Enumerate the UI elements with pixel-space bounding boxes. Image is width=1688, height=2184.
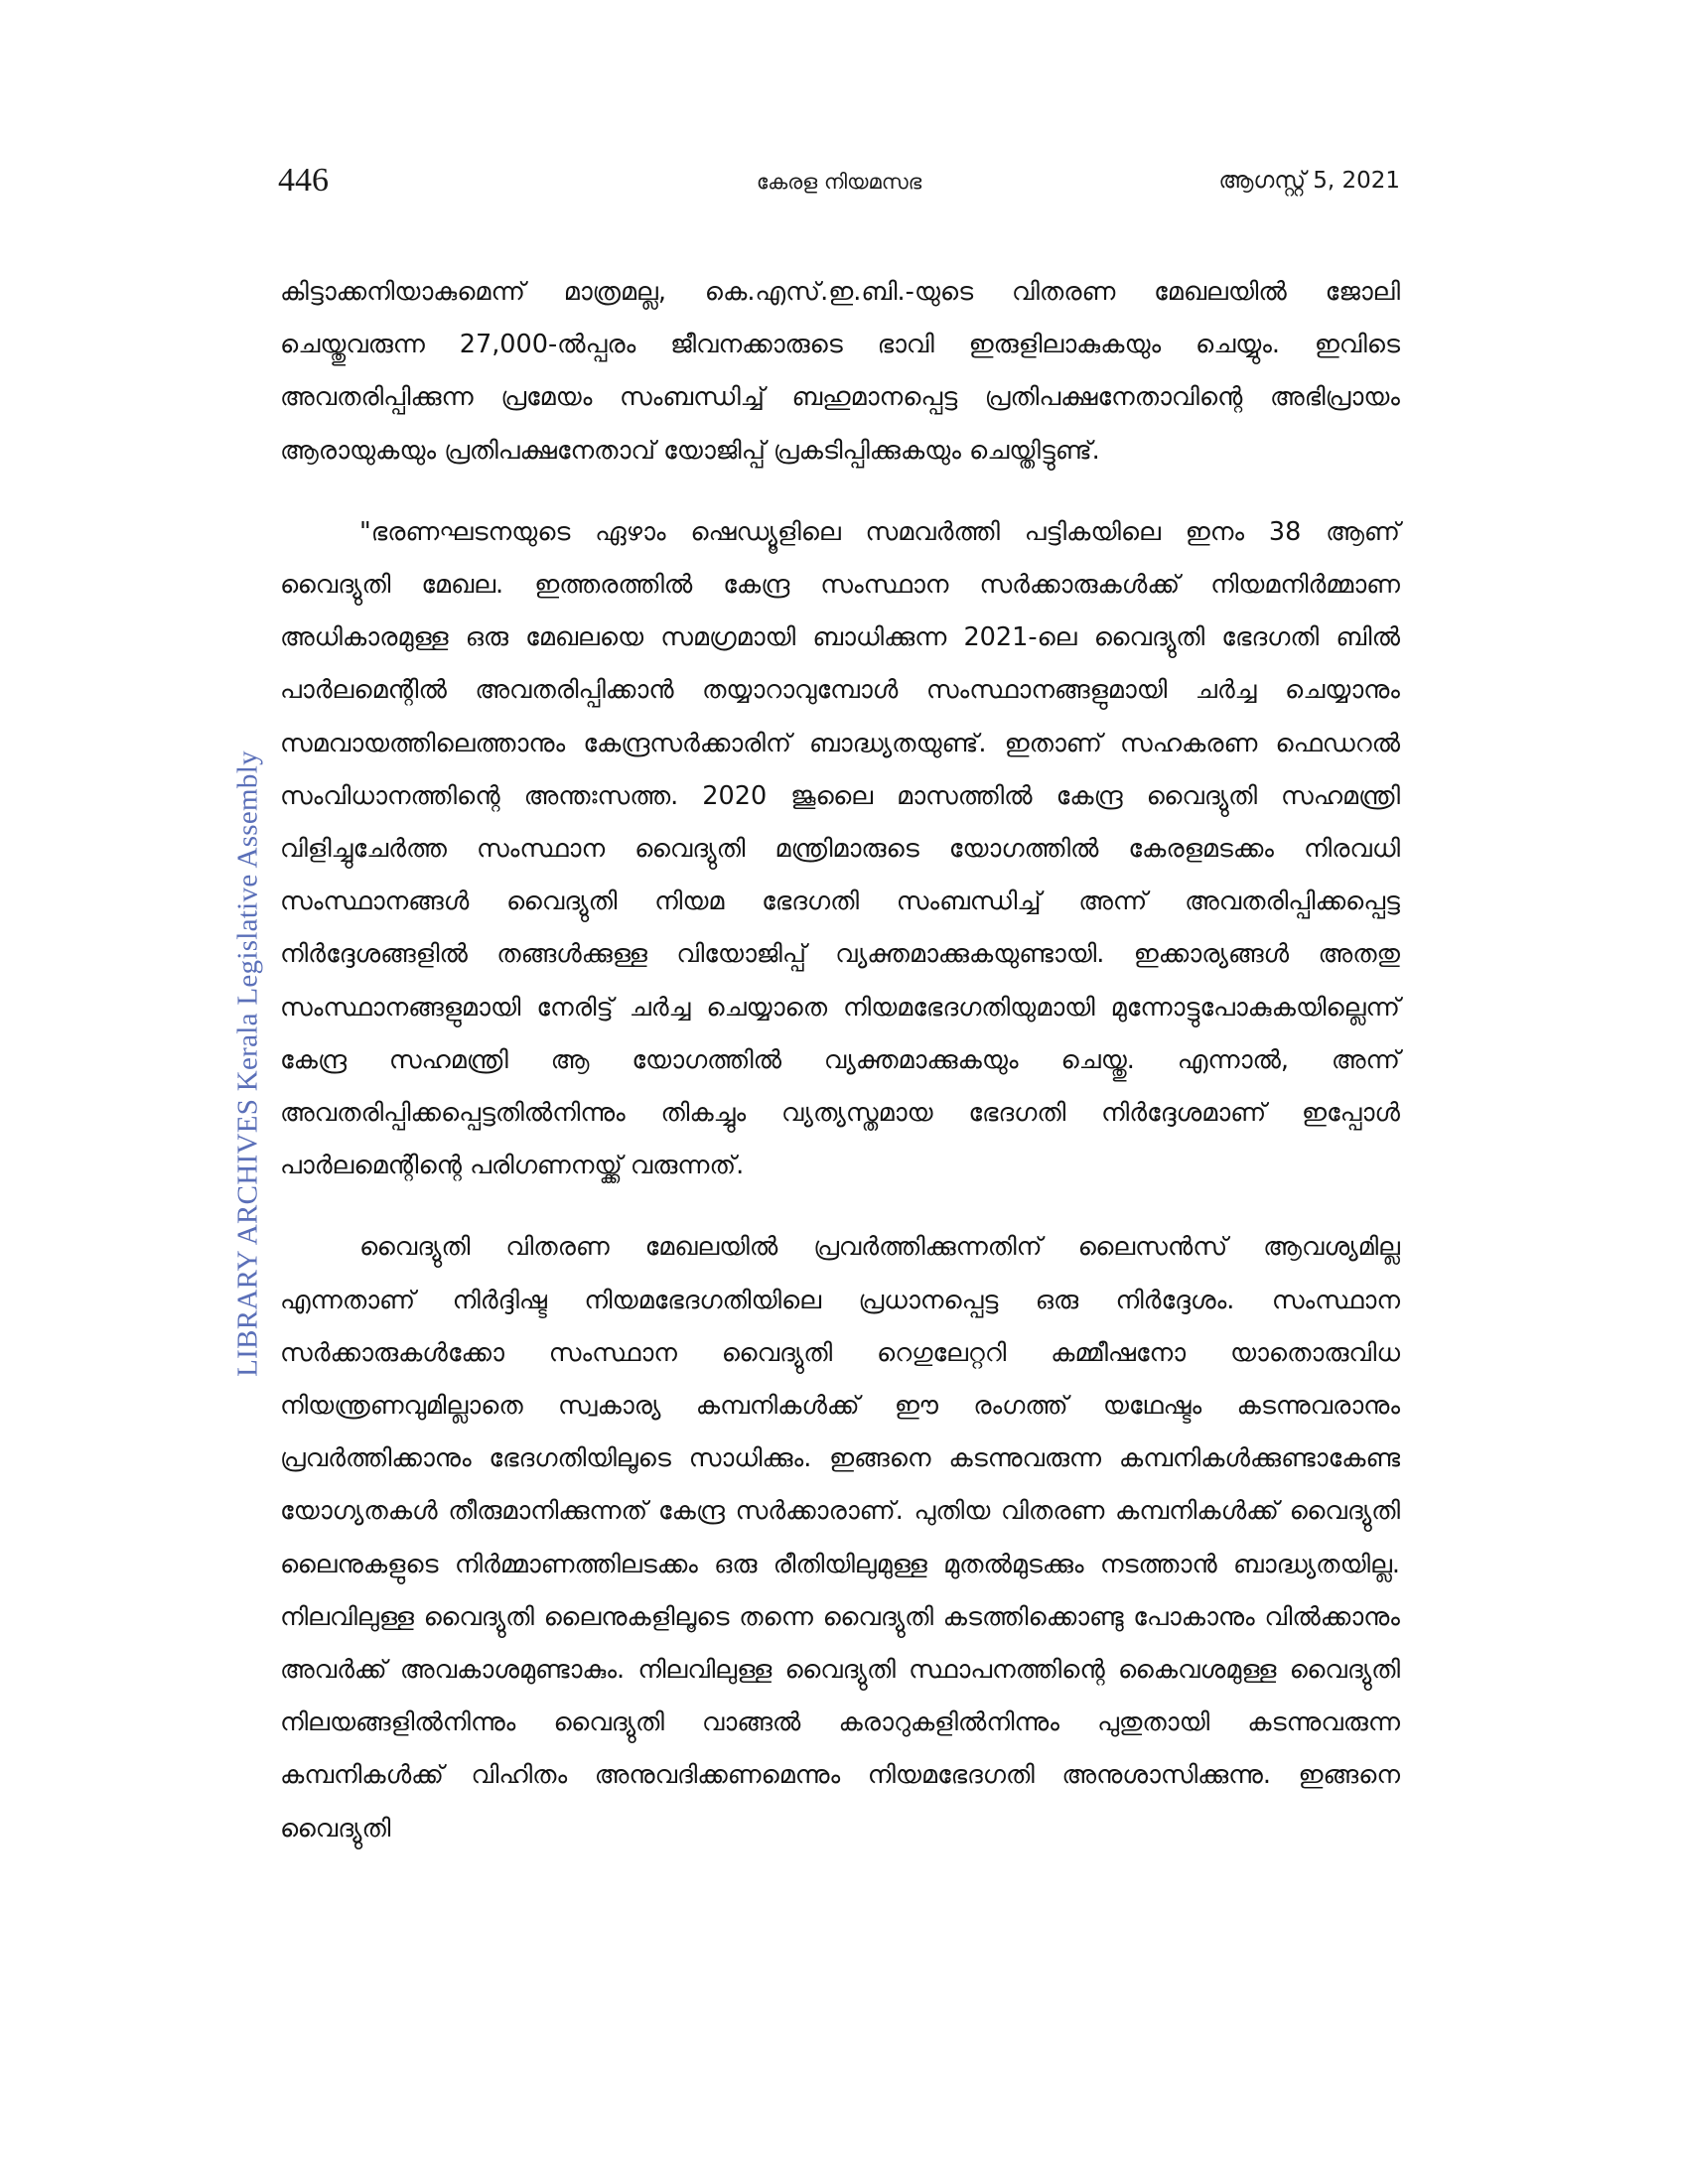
archive-watermark: LIBRARY ARCHIVES Kerala Legislative Assembly xyxy=(231,751,264,1377)
header-date: ആഗസ്റ്റ് 5, 2021 xyxy=(1218,168,1400,194)
page-number: 446 xyxy=(278,162,329,199)
page-header xyxy=(278,162,1400,211)
paragraph-2-quote: "ഭരണഘടനയുടെ ഏഴാം ഷെഡ്യൂളിലെ സമവർത്തി പട്ടികയിലെ ഇനം 38 ആണ് വൈദ്യുതി മേഖല. ഇത്തരത്തിൽ കേന്ദ്ര സംസ്ഥാന സർക്കാരുകൾക്ക് നിയമനിർമ്മാണ അധികാരമുള്ള ഒരു മേഖലയെ സമഗ്രമായി ബാധിക്കുന്ന 2021-ലെ വൈദ്യുതി ഭേദഗതി ബിൽ പാർലമെന്റിൽ അവതരിപ്പിക്കാൻ തയ്യാറാവുമ്പോൾ സംസ്ഥാനങ്ങളുമായി ചർച്ച ചെയ്യാനും സമവായത്തിലെത്താനും കേന്ദ്രസർക്കാരിന് ബാദ്ധ്യതയുണ്ട്. ഇതാണ് സഹകരണ ഫെഡറൽ സംവിധാനത്തിന്റെ അന്തഃസത്ത. 2020 ജൂലൈ മാസത്തിൽ കേന്ദ്ര വൈദ്യുതി സഹമന്ത്രി വിളിച്ചുചേർത്ത സംസ്ഥാന വൈദ്യുതി മന്ത്രിമാരുടെ യോഗത്തിൽ കേരളമടക്കം നിരവധി സംസ്ഥാനങ്ങൾ വൈദ്യുതി നിയമ ഭേദഗതി സംബന്ധിച്ച് അന്ന് അവതരിപ്പിക്കപ്പെട്ട നിർദ്ദേശങ്ങളിൽ തങ്ങൾക്കുള്ള വിയോജിപ്പ് വ്യക്തമാക്കുകയുണ്ടായി. ഇക്കാര്യങ്ങൾ അതതു സംസ്ഥാനങ്ങളുമായി നേരിട്ട് ചർച്ച ചെയ്യാതെ നിയമഭേദഗതിയുമായി മുന്നോട്ടുപോകുകയില്ലെന്ന് കേന്ദ്ര സഹമന്ത്രി ആ യോഗത്തിൽ വ്യക്തമാക്കുകയും ചെയ്തു. എന്നാൽ, അന്ന് അവതരിപ്പിക്കപ്പെട്ടതിൽനിന്നും തികച്ചും വ്യത്യസ്തമായ ഭേദഗതി നിർദ്ദേശമാണ് ഇപ്പോൾ പാർലമെന്റിന്റെ പരിഗണനയ്ക്ക് വരുന്നത്. xyxy=(280,516,1400,1181)
paragraph-3: വൈദ്യുതി വിതരണ മേഖലയിൽ പ്രവർത്തിക്കുന്നതിന് ലൈസൻസ് ആവശ്യമില്ല എന്നതാണ് നിർദ്ദിഷ്ട നിയമഭേദഗതിയിലെ പ്രധാനപ്പെട്ട ഒരു നിർദ്ദേശം. സംസ്ഥാന സർക്കാരുകൾക്കോ സംസ്ഥാന വൈദ്യുതി റെഗുലേറ്ററി കമ്മീഷനോ യാതൊരുവിധ നിയന്ത്രണവുമില്ലാതെ സ്വകാര്യ കമ്പനികൾക്ക് ഈ രംഗത്ത് യഥേഷ്ടം കടന്നുവരാനും പ്രവർത്തിക്കാനും ഭേദഗതിയിലൂടെ സാധിക്കും. ഇങ്ങനെ കടന്നുവരുന്ന കമ്പനികൾക്കുണ്ടാകേണ്ട യോഗ്യതകൾ തീരുമാനിക്കുന്നത് കേന്ദ്ര സർക്കാരാണ്. പുതിയ വിതരണ കമ്പനികൾക്ക് വൈദ്യുതി ലൈനുകളുടെ നിർമ്മാണത്തിലടക്കം ഒരു രീതിയിലുമുള്ള മുതൽമുടക്കും നടത്താൻ ബാദ്ധ്യതയില്ല. നിലവിലുള്ള വൈദ്യുതി ലൈനുകളിലൂടെ തന്നെ വൈദ്യുതി കടത്തിക്കൊണ്ടു പോകാനും വിൽക്കാനും അവർക്ക് അവകാശമുണ്ടാകും. നിലവിലുള്ള വൈദ്യുതി സ്ഥാപനത്തിന്റെ കൈവശമുള്ള വൈദ്യുതി നിലയങ്ങളിൽനിന്നും വൈദ്യുതി വാങ്ങൽ കരാറുകളിൽനിന്നും പുതുതായി കടന്നുവരുന്ന കമ്പനികൾക്ക് വിഹിതം അനുവദിക്കണമെന്നും നിയമഭേദഗതി അനുശാസിക്കുന്നു. ഇങ്ങനെ വൈദ്യുതി xyxy=(280,1232,1400,1843)
paragraph-1: കിട്ടാക്കനിയാകുമെന്ന് മാത്രമല്ല, കെ.എസ്.ഇ.ബി.-യുടെ വിതരണ മേഖലയിൽ ജോലി ചെയ്തുവരുന്ന 27,000-ൽപ്പരം ജീവനക്കാരുടെ ഭാവി ഇരുളിലാകുകയും ചെയ്യും. ഇവിടെ അവതരിപ്പിക്കുന്ന പ്രമേയം സംബന്ധിച്ച് ബഹുമാനപ്പെട്ട പ്രതിപക്ഷനേതാവിന്റെ അഭിപ്രായം ആരായുകയും പ്രതിപക്ഷനേതാവ് യോജിപ്പ് പ്രകടിപ്പിക്കുകയും ചെയ്തിട്ടുണ്ട്. xyxy=(280,277,1400,466)
document-body xyxy=(280,266,1400,1855)
header-title: കേരള നിയമസഭ xyxy=(756,170,922,194)
